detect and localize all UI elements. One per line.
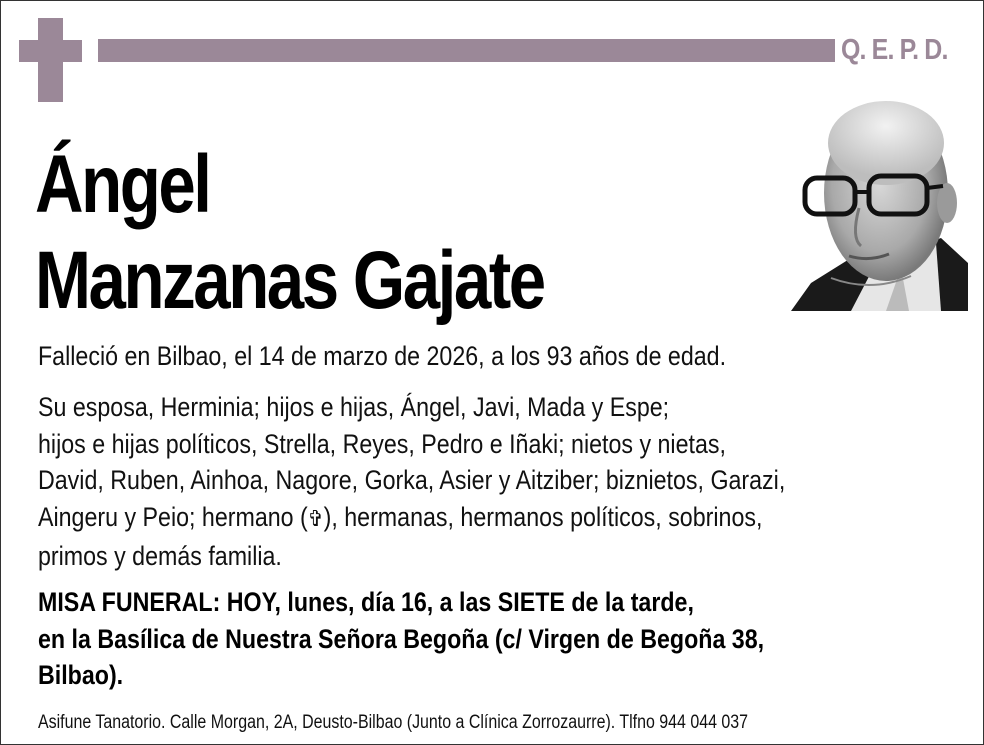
family-line <box>38 499 785 539</box>
family-line-text: Aingeru y Peio; hermano ( <box>38 501 308 532</box>
family-line-text: ), hermanas, hermanos políticos, sobrinos, <box>323 501 763 532</box>
portrait-image-icon <box>791 98 968 311</box>
portrait-photo <box>791 98 968 311</box>
funeral-line: en la Basílica de Nuestra Señora Begoña (c/ Virgen de Begoña 38, <box>38 623 765 654</box>
family-line: Su esposa, Herminia; hijos e hijas, Ángel, Javi, Mada y Espe; <box>38 392 670 422</box>
death-notice: Falleció en Bilbao, el 14 de marzo de 2026, a los 93 años de edad. <box>38 341 727 371</box>
family-line: hijos e hijas políticos, Strella, Reyes, Pedro e Iñaki; nietos y nietas, <box>38 428 726 459</box>
header-rule <box>98 39 835 62</box>
family-line: primos y demás familia. <box>38 541 282 571</box>
cross-icon-horizontal <box>19 40 82 62</box>
qepd-label: Q. E. P. D. <box>841 34 948 66</box>
funeral-mass-info <box>38 584 764 694</box>
funeral-line: MISA FUNERAL: HOY, lunes, día 16, a las SIETE de la tarde, <box>38 587 694 617</box>
first-name: Ángel <box>35 139 210 230</box>
surnames: Manzanas Gajate <box>35 235 544 326</box>
deceased-name <box>35 137 544 329</box>
family-line: David, Ruben, Ainhoa, Nagore, Gorka, Asier y Aitziber; biznietos, Garazi, <box>38 465 786 495</box>
funeral-line: Bilbao). <box>38 660 124 690</box>
deceased-cross-icon: ✞ <box>307 506 324 532</box>
funeral-home-footer: Asifune Tanatorio. Calle Morgan, 2A, Deusto-Bilbao (Junto a Clínica Zorrozaurre). Tlfno 944 044 037 <box>38 712 749 733</box>
family-list <box>38 389 785 575</box>
